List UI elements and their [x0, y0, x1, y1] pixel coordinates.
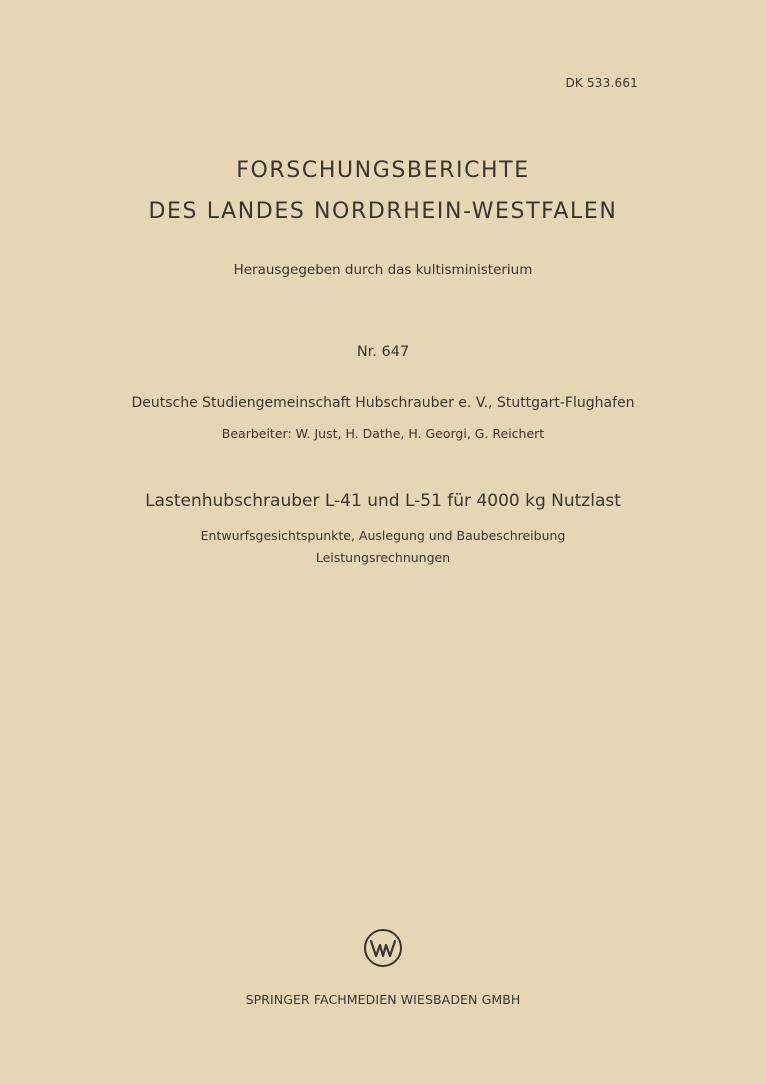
publisher-w-logo-icon: [363, 928, 403, 968]
subtitle-line-1: Entwurfsgesichtspunkte, Auslegung und Baubeschreibung: [200, 528, 566, 543]
editor-line: Herausgegeben durch das kultisministerium: [233, 262, 533, 278]
doc-classification-code: DK 533.661: [565, 76, 638, 90]
issue-number: Nr. 647: [356, 344, 410, 360]
authors: Bearbeiter: W. Just, H. Dathe, H. Georgi, G. Reichert: [221, 426, 545, 441]
series-title-line-1: FORSCHUNGSBERICHTE: [236, 158, 530, 183]
subtitle-line-2: Leistungsrechnungen: [315, 550, 451, 565]
publisher-name: SPRINGER FACHMEDIEN WIESBADEN GMBH: [245, 992, 521, 1007]
institution: Deutsche Studiengemeinschaft Hubschrauber e. V., Stuttgart-Flughafen: [131, 395, 635, 411]
book-title: Lastenhubschrauber L-41 und L-51 für 4000 kg Nutzlast: [145, 491, 621, 511]
series-title-line-2: DES LANDES NORDRHEIN-WESTFALEN: [148, 199, 618, 224]
